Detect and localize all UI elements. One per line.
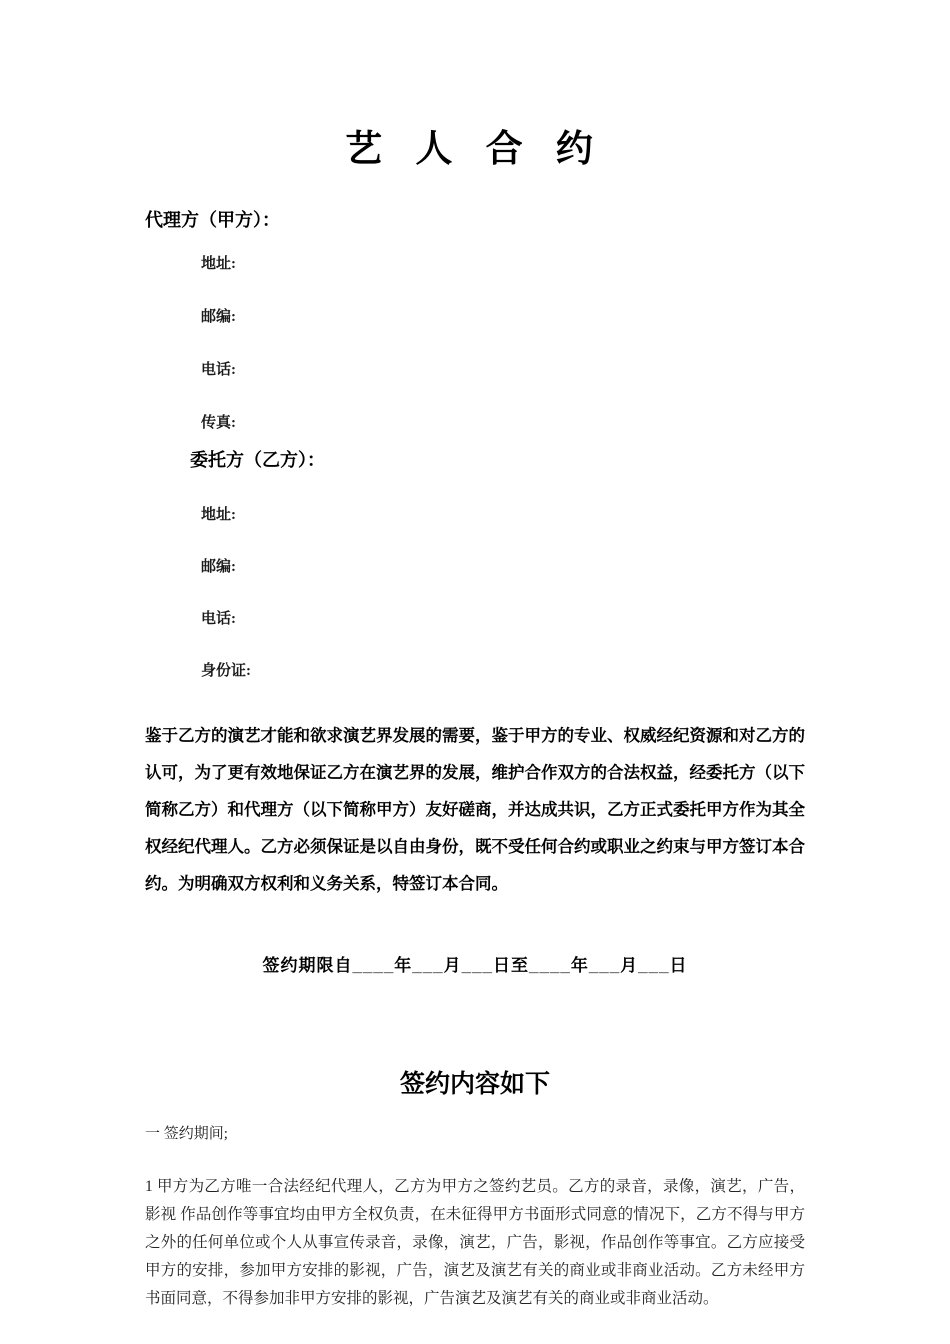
party-b-idcard-label: 身份证: — [201, 663, 251, 679]
party-b-section — [145, 446, 805, 680]
party-a-address-label: 地址: — [201, 256, 236, 272]
party-a-section — [145, 206, 805, 432]
party-b-phone-label: 电话: — [201, 611, 236, 627]
clause-1-title: 一 签约期间; — [145, 1126, 228, 1142]
party-b-heading: 委托方（乙方）： — [190, 450, 325, 470]
page-title: 艺 人 合 约 — [345, 129, 605, 170]
party-b-postcode-label: 邮编: — [201, 559, 236, 575]
contract-content-heading: 签约内容如下 — [399, 1070, 550, 1098]
party-a-heading: 代理方（甲方）： — [145, 210, 280, 230]
party-a-phone-label: 电话: — [201, 362, 236, 378]
contract-preamble: 鉴于乙方的演艺才能和欲求演艺界发展的需要，鉴于甲方的专业、权威经纪资源和对乙方的认可，为了更有效地保证乙方在演艺界的发展，维护合作双方的合法权益，经委托方（以下简称乙方）和代理方（以下简称甲方）友好磋商，并达成共识，乙方正式委托甲方作为其全权经纪代理人。乙方必须保证是以自由身份，既不受任何合约或职业之约束与甲方签订本合约。为明确双方权利和义务关系，特签订本合同。 — [145, 727, 805, 893]
clause-1-body: 1 甲方为乙方唯一合法经纪代理人，乙方为甲方之签约艺员。乙方的录音，录像，演艺，广告，影视 作品创作等事宜均由甲方全权负责，在未征得甲方书面形式同意的情况下，乙方不得与甲方之外的任何单位或个人从事宣传录音，录像，演艺，广告，影视，作品创作等事宜。乙方应接受甲方的安排，参加甲方安排的影视，广告，演艺及演艺有关的商业或非商业活动。乙方未经甲方书面同意，不得参加非甲方安排的影视，广告演艺及演艺有关的商业或非商业活动。 — [145, 1178, 805, 1307]
party-a-postcode-label: 邮编: — [201, 309, 236, 325]
party-b-address-label: 地址: — [201, 507, 236, 523]
contract-term-line: 签约期限自____年___月___日至____年___月___日 — [262, 956, 688, 975]
party-a-fax-label: 传真: — [201, 415, 236, 431]
